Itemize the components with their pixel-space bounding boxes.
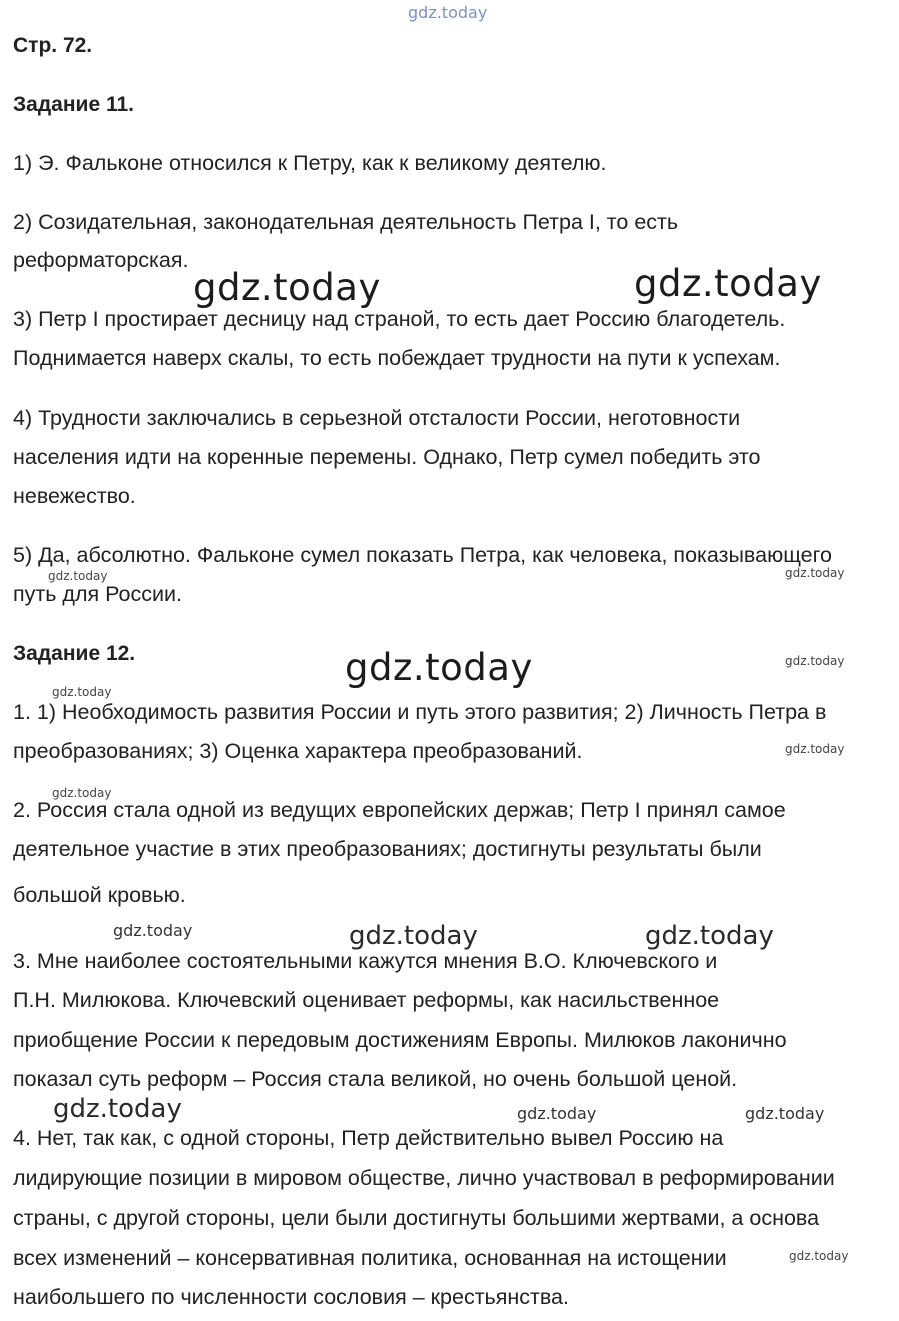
task-12-line: 1. 1) Необходимость развития России и путь этого развития; 2) Личность Петра в [13,700,827,724]
watermark-small: gdz.today [785,654,845,668]
watermark-small: gdz.today [785,742,845,756]
task-12-line: П.Н. Милюкова. Ключевский оценивает реформы, как насильственное [13,988,720,1012]
watermark-large: gdz.today [634,262,822,305]
task-11-line: путь для России. [13,582,182,606]
task-12-line: большой кровью. [13,883,186,907]
watermark-small: gdz.today [789,1249,849,1263]
watermark-medium: gdz.today [53,1094,182,1124]
task-11-line: 3) Петр I простирает десницу над страной, то есть дает Россию благодетель. [13,307,786,331]
task-12-line: 2. Россия стала одной из ведущих европейских держав; Петр I принял самое [13,798,786,822]
task-12-line: 4. Нет, так как, с одной стороны, Петр действительно вывел Россию на [13,1126,724,1150]
watermark-medium: gdz.today [645,921,774,951]
task-11-line: реформаторская. [13,248,189,272]
task-12-line: показал суть реформ – Россия стала великой, но очень большой ценой. [13,1067,738,1091]
task-11-line: 5) Да, абсолютно. Фальконе сумел показать Петра, как человека, показывающего [13,543,832,567]
watermark-small: gdz.today [113,921,193,940]
task-12-heading: Задание 12. [13,642,136,665]
task-11-line: 2) Созидательная, законодательная деятельность Петра I, то есть [13,210,679,234]
task-11-line: 4) Трудности заключались в серьезной отсталости России, неготовности [13,406,741,430]
task-12-line: наибольшего по численности сословия – крестьянства. [13,1285,569,1309]
task-12-line: страны, с другой стороны, цели были достигнуты большими жертвами, а основа [13,1206,820,1230]
task-12-line: 3. Мне наиболее состоятельными кажутся мнения В.О. Ключевского и [13,949,718,973]
task-11-line: 1) Э. Фальконе относился к Петру, как к великому деятелю. [13,151,607,175]
watermark-small: gdz.today [785,566,845,580]
watermark-large: gdz.today [345,646,533,689]
task-12-line: приобщение России к передовым достижениям Европы. Милюков лаконично [13,1028,787,1052]
task-11-line: невежество. [13,484,136,508]
task-11-line: населения идти на коренные перемены. Однако, Петр сумел победить это [13,445,761,469]
task-12-line: деятельное участие в этих преобразованиях; достигнуты результаты были [13,837,762,861]
task-12-line: лидирующие позиции в мировом обществе, лично участвовал в реформировании [13,1166,835,1190]
watermark-small: gdz.today [52,786,112,800]
task-11-heading: Задание 11. [13,93,134,116]
watermark-large: gdz.today [193,266,381,309]
watermark-small: gdz.today [52,685,112,699]
task-11-line: Поднимается наверх скалы, то есть побеждает трудности на пути к успехам. [13,346,781,370]
watermark-small: gdz.today [48,569,108,583]
watermark-medium: gdz.today [349,921,478,951]
page-label: Стр. 72. [13,34,93,57]
watermark-small: gdz.today [745,1104,825,1123]
watermark-top: gdz.today [408,3,488,22]
task-12-line: всех изменений – консервативная политика, основанная на истощении [13,1246,727,1270]
watermark-small: gdz.today [517,1104,597,1123]
task-12-line: преобразованиях; 3) Оценка характера преобразований. [13,739,583,763]
